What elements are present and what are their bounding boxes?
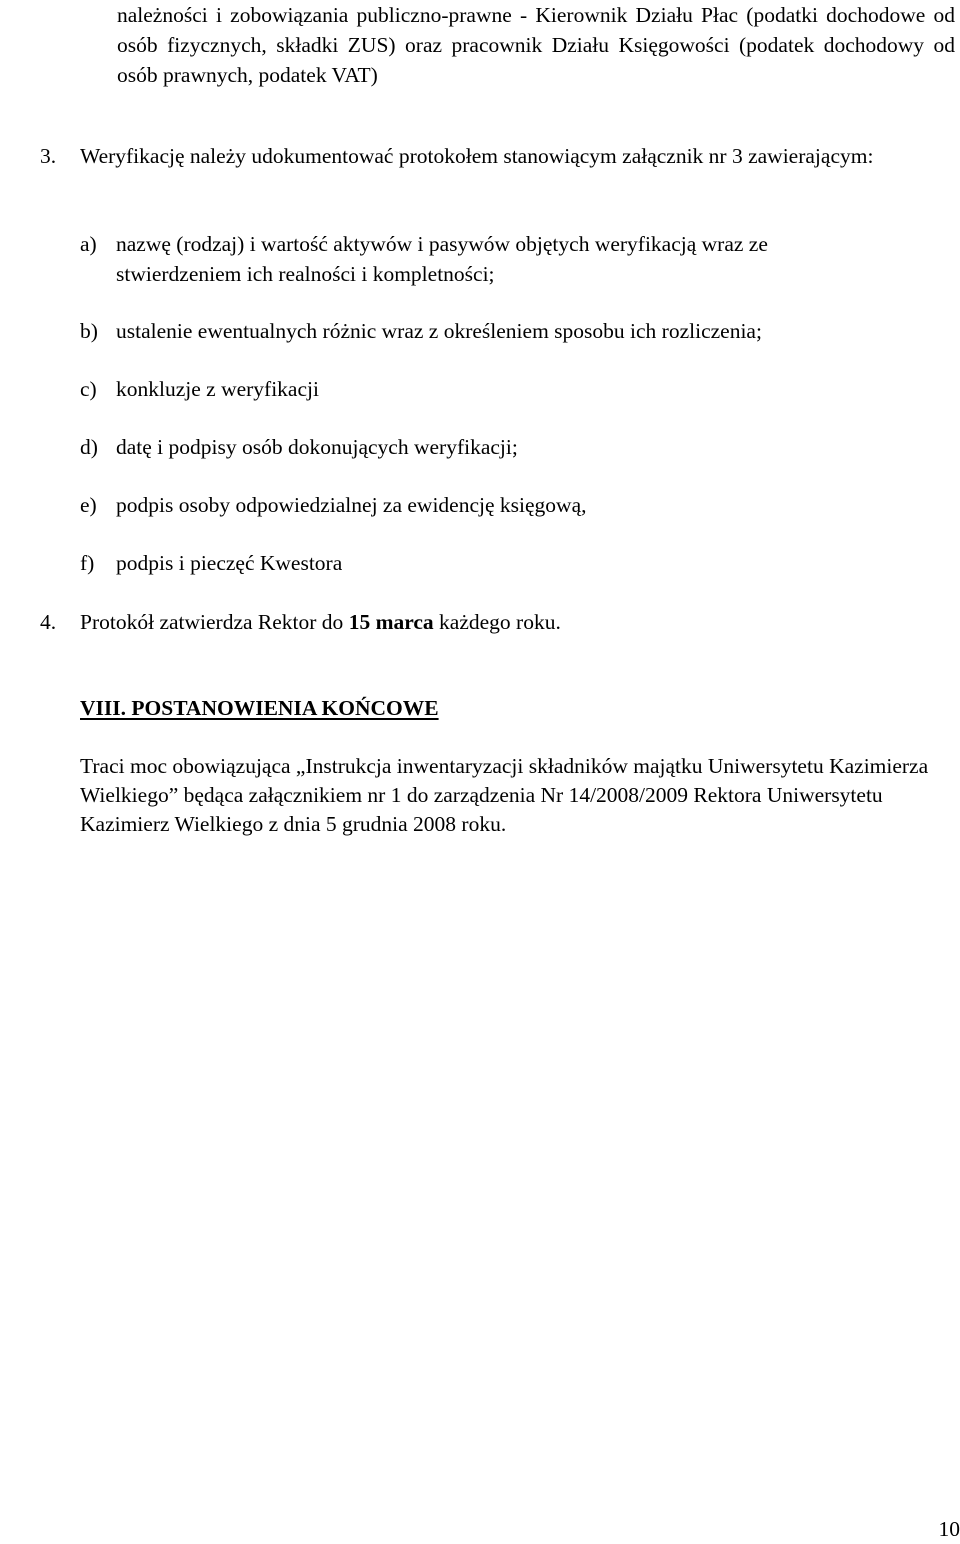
subitem-label: f): [80, 548, 94, 578]
page-number: 10: [939, 1514, 960, 1544]
subitem-label: e): [80, 490, 97, 520]
item-text: [80, 607, 561, 637]
subitem-text: nazwę (rodzaj) i wartość aktywów i pasywów objętych weryfikacją wraz ze stwierdzeniem ich realności i kompletności;: [116, 229, 896, 289]
item-number: 4.: [40, 607, 56, 637]
subitem-text: ustalenie ewentualnych różnic wraz z określeniem sposobu ich rozliczenia;: [116, 316, 896, 346]
item-text: Weryfikację należy udokumentować protokołem stanowiącym załącznik nr 3 zawierającym:: [80, 141, 910, 171]
subitem-label: d): [80, 432, 98, 462]
subitem-label: c): [80, 374, 97, 404]
item-text-part: Protokół zatwierdza Rektor do: [80, 610, 349, 634]
final-paragraph: Traci moc obowiązująca „Instrukcja inwentaryzacji składników majątku Uniwersytetu Kazimierza Wielkiego” będąca załącznikiem nr 1 do zarządzenia Nr 14/2008/2009 Rektora Uniwersytetu Kazimierz Wielkiego z dnia 5 grudnia 2008 roku.: [80, 752, 960, 839]
deadline-date: 15 marca: [349, 610, 434, 634]
subitem-label: b): [80, 316, 98, 346]
subitem-text: podpis i pieczęć Kwestora: [116, 548, 896, 578]
item-text-part: każdego roku.: [434, 610, 561, 634]
subitem-label: a): [80, 229, 97, 259]
subitem-text: datę i podpisy osób dokonujących weryfikacji;: [116, 432, 896, 462]
continuation-paragraph: należności i zobowiązania publiczno-prawne - Kierownik Działu Płac (podatki dochodowe od osób fizycznych, składki ZUS) oraz pracownik Działu Księgowości (podatek dochodowy od osób prawnych, podatek VAT): [117, 0, 955, 90]
item-number: 3.: [40, 141, 56, 171]
section-heading: VIII. POSTANOWIENIA KOŃCOWE: [80, 693, 439, 723]
subitem-text: konkluzje z weryfikacji: [116, 374, 896, 404]
subitem-text: podpis osoby odpowiedzialnej za ewidencję księgową,: [116, 490, 896, 520]
